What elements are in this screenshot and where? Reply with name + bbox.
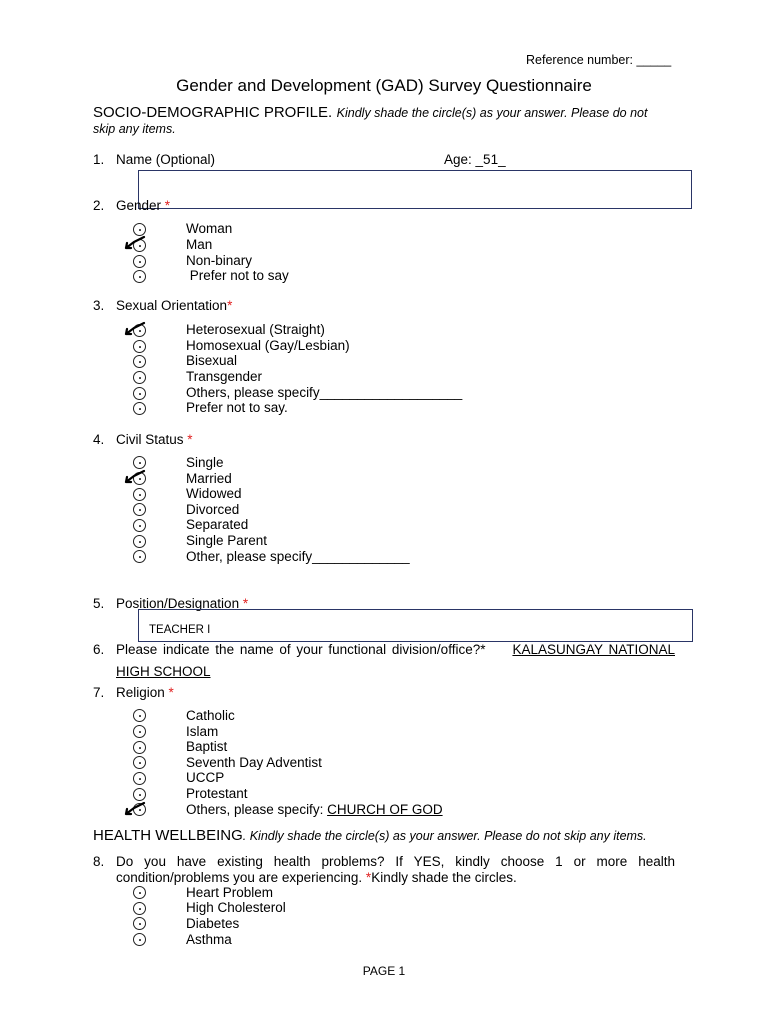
age-value: _51_	[475, 152, 506, 167]
q1-label: Name (Optional)	[116, 152, 216, 167]
q8-label-2a: condition/problems you are experiencing.	[116, 870, 363, 885]
checkmark-icon	[124, 468, 148, 486]
option-asthma: Asthma	[186, 932, 232, 947]
option-single: Single	[186, 455, 224, 470]
option-prefer-not: Prefer not to say.	[186, 400, 288, 415]
radio-prefer-not[interactable]	[133, 402, 146, 415]
q2-number: 2.	[93, 198, 105, 213]
health-instruction: . Kindly shade the circle(s) as your answer. Please do not skip any items.	[242, 829, 647, 843]
health-section-heading	[93, 827, 647, 845]
q4-label-wrap	[116, 432, 193, 448]
q2-label-wrap	[116, 198, 170, 214]
specify-blank[interactable]: _____________	[312, 549, 410, 564]
radio-non-binary[interactable]	[133, 255, 146, 268]
option-woman: Woman	[186, 221, 233, 236]
option-diabetes: Diabetes	[186, 916, 240, 931]
radio-uccp[interactable]	[133, 772, 146, 785]
page-title: Gender and Development (GAD) Survey Questionnaire	[176, 76, 592, 95]
option-islam: Islam	[186, 724, 219, 739]
required-asterisk: *	[168, 685, 174, 700]
option-other-label: Other, please specify	[186, 549, 313, 564]
q2-label: Gender	[116, 198, 162, 213]
q1-age	[444, 152, 506, 168]
q3-label-wrap	[116, 298, 232, 314]
q6-value-1: KALASUNGAY NATIONAL	[512, 642, 675, 657]
q5-number: 5.	[93, 596, 105, 611]
radio-separated[interactable]	[133, 519, 146, 532]
option-high-cholesterol: High Cholesterol	[186, 900, 286, 915]
reference-value: _____	[636, 53, 672, 67]
option-protestant: Protestant	[186, 786, 248, 801]
option-others	[186, 385, 462, 401]
option-catholic: Catholic	[186, 708, 235, 723]
option-non-binary: Non-binary	[186, 253, 253, 268]
radio-single-parent[interactable]	[133, 535, 146, 548]
option-others	[186, 802, 443, 818]
option-others-label: Others, please specify:	[186, 802, 324, 817]
radio-seventh-day-adventist[interactable]	[133, 756, 146, 769]
required-asterisk: *	[187, 432, 193, 447]
q3-number: 3.	[93, 298, 105, 313]
q6-value-2: HIGH SCHOOL	[116, 664, 211, 679]
age-label: Age:	[444, 152, 472, 167]
radio-bisexual[interactable]	[133, 355, 146, 368]
radio-other[interactable]	[133, 550, 146, 563]
option-prefer-not: Prefer not to say	[186, 268, 289, 283]
option-other	[186, 549, 410, 565]
option-others-label: Others, please specify	[186, 385, 320, 400]
checkbox-asthma[interactable]	[133, 933, 146, 946]
reference-label: Reference number:	[526, 53, 634, 67]
religion-specify-value: CHURCH OF GOD	[327, 802, 443, 817]
radio-prefer-not[interactable]	[133, 270, 146, 283]
option-heart-problem: Heart Problem	[186, 885, 274, 900]
q6-number: 6.	[93, 642, 105, 657]
radio-catholic[interactable]	[133, 709, 146, 722]
q6-label: Please indicate the name of your functional division/office?*	[116, 642, 486, 657]
q8-number: 8.	[93, 854, 105, 869]
page-number: PAGE 1	[362, 964, 406, 978]
option-married: Married	[186, 471, 232, 486]
name-field[interactable]	[138, 170, 692, 209]
option-uccp: UCCP	[186, 770, 225, 785]
checkbox-heart-problem[interactable]	[133, 886, 146, 899]
q7-number: 7.	[93, 685, 105, 700]
option-man: Man	[186, 237, 213, 252]
health-heading: HEALTH WELLBEING	[93, 827, 243, 844]
socio-instruction-1: Kindly shade the circle(s) as your answer. Please do not	[336, 106, 648, 120]
option-separated: Separated	[186, 517, 249, 532]
q8-label-2	[116, 870, 517, 886]
radio-islam[interactable]	[133, 725, 146, 738]
q5-label: Position/Designation	[116, 596, 240, 611]
option-baptist: Baptist	[186, 739, 228, 754]
radio-others[interactable]	[133, 387, 146, 400]
specify-blank[interactable]: ___________________	[319, 385, 463, 400]
q4-label: Civil Status	[116, 432, 184, 447]
q8-label-2b: Kindly shade the circles.	[371, 870, 517, 885]
socio-heading: SOCIO-DEMOGRAPHIC PROFILE.	[93, 104, 333, 121]
option-transgender: Transgender	[186, 369, 263, 384]
checkbox-high-cholesterol[interactable]	[133, 902, 146, 915]
checkmark-icon	[124, 800, 148, 818]
position-value: TEACHER I	[149, 624, 211, 636]
required-asterisk: *	[365, 870, 372, 885]
position-field[interactable]	[138, 609, 693, 642]
required-asterisk: *	[227, 298, 233, 313]
q4-number: 4.	[93, 432, 105, 447]
option-bisexual: Bisexual	[186, 353, 238, 368]
option-homosexual: Homosexual (Gay/Lesbian)	[186, 338, 350, 353]
q6-line1	[116, 639, 675, 660]
radio-divorced[interactable]	[133, 503, 146, 516]
option-widowed: Widowed	[186, 486, 242, 501]
q7-label-wrap	[116, 685, 174, 701]
reference-number	[526, 52, 671, 68]
option-divorced: Divorced	[186, 502, 240, 517]
required-asterisk: *	[164, 198, 171, 213]
socio-instruction-2: skip any items.	[93, 122, 176, 136]
checkmark-icon	[124, 320, 148, 338]
q8-label-1: Do you have existing health problems? If YES, kindly choose 1 or more health	[116, 854, 675, 869]
radio-transgender[interactable]	[133, 371, 146, 384]
option-single-parent: Single Parent	[186, 533, 268, 548]
q7-label: Religion	[116, 685, 165, 700]
q3-label: Sexual Orientation	[116, 298, 228, 313]
q1-number: 1.	[93, 152, 105, 167]
socio-section-heading	[93, 104, 683, 122]
checkmark-icon	[124, 234, 148, 252]
checkbox-diabetes[interactable]	[133, 917, 146, 930]
option-heterosexual: Heterosexual (Straight)	[186, 322, 325, 337]
option-seventh-day-adventist: Seventh Day Adventist	[186, 755, 322, 770]
radio-widowed[interactable]	[133, 488, 146, 501]
required-asterisk: *	[242, 596, 249, 611]
radio-baptist[interactable]	[133, 741, 146, 754]
radio-homosexual[interactable]	[133, 340, 146, 353]
